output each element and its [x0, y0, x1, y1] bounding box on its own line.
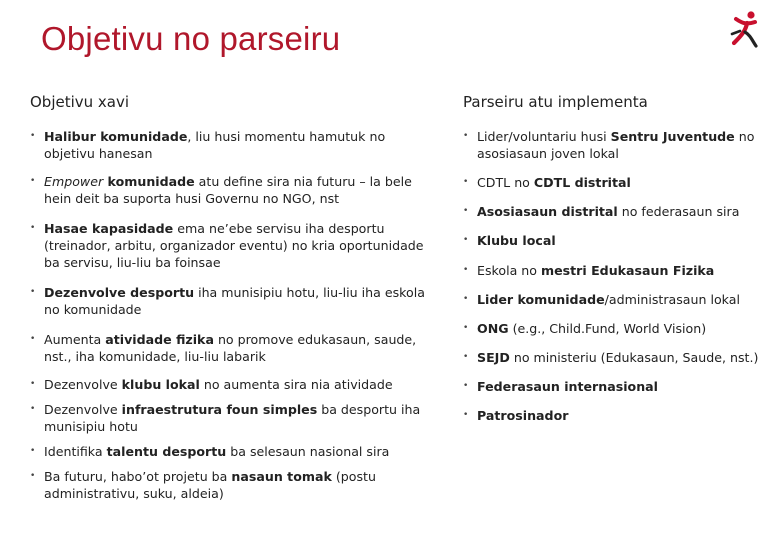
partner-text-segment: Federasaun internasional	[477, 379, 658, 394]
partner-text-segment: no federasaun sira	[617, 204, 740, 219]
objective-text-segment: Aumenta	[44, 332, 106, 347]
objective-item	[30, 401, 430, 435]
objective-text-segment: komunidade	[103, 174, 195, 189]
partner-item	[463, 407, 763, 424]
partner-text-segment: ONG	[477, 321, 509, 336]
partner-text-segment: no asosiasaun joven lokal	[477, 129, 755, 161]
partner-text-segment: Asosiasaun distrital	[477, 204, 618, 219]
right-column-heading: Parseiru atu implementa	[463, 93, 648, 111]
bullet-icon: •	[30, 176, 36, 186]
partner-text-segment: Eskola no	[477, 263, 541, 278]
partner-item	[463, 378, 763, 395]
partner-text-segment: Lider/voluntariu husi	[477, 129, 611, 144]
bullet-icon: •	[463, 352, 469, 362]
objective-text-segment: Dezenvolve	[44, 402, 122, 417]
bullet-icon: •	[30, 471, 36, 481]
objective-text-segment: Hasae kapasidade	[44, 221, 174, 236]
partner-text-segment: mestri Edukasaun Fizika	[540, 263, 715, 278]
objective-text-segment: Halibur komunidade	[44, 129, 188, 144]
objective-text-segment: Identifika	[44, 444, 107, 459]
bullet-icon: •	[463, 323, 469, 333]
objective-item	[30, 220, 430, 271]
partners-list-container	[463, 128, 763, 424]
left-column-heading: Objetivu xavi	[30, 93, 130, 111]
objective-text-segment: , liu husi momentu hamutuk no objetivu hanesan	[44, 129, 386, 161]
partner-item	[463, 203, 763, 220]
partner-item	[463, 128, 763, 162]
partner-text-segment: no ministeriu (Edukasaun, Saude, nst.)	[509, 350, 759, 365]
objective-text-segment: atu define sira nia futuru – la bele hein deit ba suporta husi Governu no NGO, nst	[44, 174, 412, 206]
objective-item	[30, 468, 430, 502]
objective-text-segment: nasaun tomak	[231, 469, 332, 484]
bullet-icon: •	[463, 177, 469, 187]
objective-text-segment: atividade fizika	[105, 332, 214, 347]
partner-item	[463, 232, 763, 249]
partners-list	[463, 128, 763, 424]
objective-text-segment: Ba futuru, habo’ot projetu ba	[44, 469, 232, 484]
objective-item	[30, 443, 430, 460]
running-figure-logo-icon	[728, 10, 762, 48]
objective-text-segment: Empower	[44, 174, 104, 189]
partner-item	[463, 320, 763, 337]
bullet-icon: •	[30, 223, 36, 233]
partner-text-segment: Sentru Juventude	[610, 129, 735, 144]
bullet-icon: •	[463, 131, 469, 141]
bullet-icon: •	[463, 410, 469, 420]
bullet-icon: •	[30, 404, 36, 414]
objective-text-segment: ba selesaun nasional sira	[226, 444, 390, 459]
bullet-icon: •	[30, 287, 36, 297]
partner-text-segment: SEJD	[477, 350, 510, 365]
bullet-icon: •	[463, 235, 469, 245]
objective-text-segment: iha munisipiu hotu, liu-liu iha eskola no komunidade	[44, 285, 425, 317]
objective-text-segment: talentu desportu	[106, 444, 227, 459]
partner-text-segment: Klubu local	[477, 233, 556, 248]
objectives-list-container	[30, 128, 430, 502]
bullet-icon: •	[463, 206, 469, 216]
objective-text-segment: Dezenvolve	[44, 377, 122, 392]
objective-item	[30, 284, 430, 318]
objective-text-segment: no aumenta sira nia atividade	[199, 377, 393, 392]
partner-text-segment: CDTL no	[477, 175, 534, 190]
objective-text-segment: (postu administrativu, suku, aldeia)	[44, 469, 376, 501]
objective-text-segment: klubu lokal	[121, 377, 200, 392]
objective-item	[30, 376, 430, 393]
partner-text-segment: /administrasaun lokal	[604, 292, 740, 307]
bullet-icon: •	[30, 446, 36, 456]
objectives-list	[30, 128, 430, 502]
partner-text-segment: CDTL distrital	[533, 175, 631, 190]
page-title: Objetivu no parseiru	[41, 20, 341, 57]
partner-item	[463, 262, 763, 279]
objective-text-segment: no promove edukasaun, saude, nst., iha komunidade, liu-liu labarik	[44, 332, 417, 364]
objective-text-segment: infraestrutura foun simples	[121, 402, 318, 417]
bullet-icon: •	[463, 294, 469, 304]
partner-text-segment: Lider komunidade	[477, 292, 605, 307]
partner-item	[463, 349, 763, 366]
partner-text-segment: (e.g., Child.Fund, World Vision)	[508, 321, 707, 336]
bullet-icon: •	[30, 379, 36, 389]
objective-item	[30, 128, 430, 162]
partner-item	[463, 291, 763, 308]
objective-text-segment: ba desportu iha munisipiu hotu	[44, 402, 421, 434]
bullet-icon: •	[463, 265, 469, 275]
partner-text-segment: Patrosinador	[477, 408, 569, 423]
objective-text-segment: ema ne’ebe servisu iha desportu (treinador, arbitu, organizador eventu) no kria oportunidade ba servisu, liu-liu ba foinsae	[44, 221, 424, 270]
objective-text-segment: Dezenvolve desportu	[44, 285, 195, 300]
objective-item	[30, 331, 430, 365]
bullet-icon: •	[463, 381, 469, 391]
bullet-icon: •	[30, 131, 36, 141]
partner-item	[463, 174, 763, 191]
bullet-icon: •	[30, 334, 36, 344]
objective-item	[30, 173, 430, 207]
